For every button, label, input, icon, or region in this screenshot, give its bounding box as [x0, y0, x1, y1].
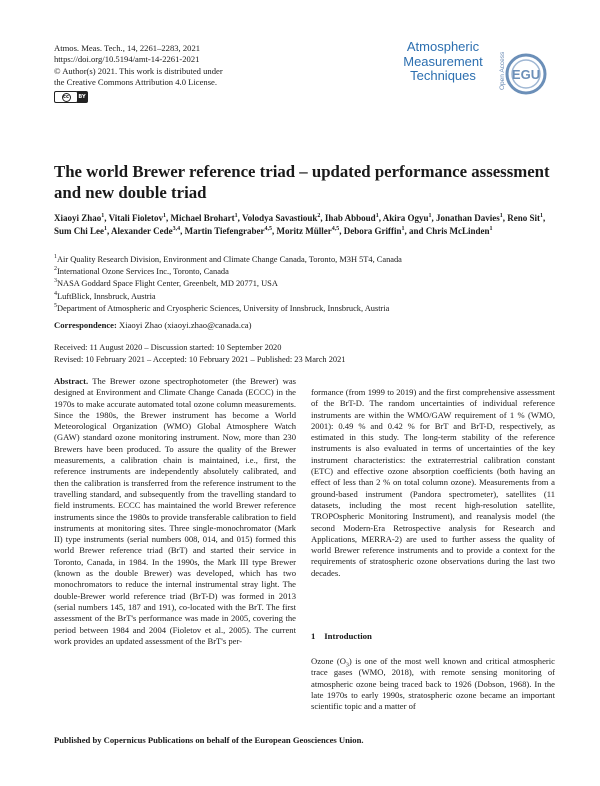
egu-logo-icon — [504, 52, 548, 96]
author-name: Alexander Cede — [111, 225, 173, 236]
affiliation-text: NASA Goddard Space Flight Center, Greenbelt, MD 20771, USA — [57, 279, 278, 289]
svg-text:Open Access: Open Access — [499, 51, 506, 90]
author-affiliation-mark: 1 — [499, 213, 503, 219]
affiliation-text: LuftBlick, Innsbruck, Austria — [57, 291, 156, 301]
ozone-subscript: 3 — [345, 662, 349, 669]
author-name: Michael Brohart — [170, 213, 235, 223]
affiliation-number: 2 — [54, 266, 57, 273]
affiliation-number: 3 — [54, 278, 57, 285]
affiliation — [54, 303, 554, 315]
affiliation-text: International Ozone Services Inc., Toronto, Canada — [57, 267, 229, 277]
affiliation-number: 1 — [54, 254, 57, 261]
journal-name-line-3: Techniques — [410, 68, 476, 83]
affiliation — [54, 291, 554, 303]
author-name: Volodya Savastiouk — [241, 213, 318, 223]
author-name: Sum Chi Lee — [54, 225, 105, 236]
affiliation-text: Air Quality Research Division, Environment and Climate Change Canada, Toronto, M3H 5T4, Canada — [57, 255, 402, 264]
journal-name-line-2: Measurement — [403, 53, 483, 69]
author-name: Martin Tiefengraber — [184, 225, 265, 236]
copyright-line-1: © Author(s) 2021. This work is distributed under — [54, 65, 223, 76]
author-affiliation-mark: 1 — [163, 213, 167, 219]
author-name: Jonathan Davies — [435, 213, 500, 223]
author-affiliation-mark: 1 — [375, 213, 379, 219]
affiliation — [54, 266, 554, 278]
creative-commons-icon — [54, 91, 78, 103]
citation: Atmos. Meas. Tech., 14, 2261–2283, 2021 — [54, 43, 201, 53]
author-affiliation-mark: 4,5 — [331, 225, 340, 232]
author-affiliation-mark: 1 — [489, 225, 493, 232]
author-name: Debora Griffin — [343, 225, 402, 236]
author-affiliation-mark: 1 — [101, 213, 105, 219]
journal-logo — [393, 40, 493, 84]
journal-name-line-1: Atmospheric — [406, 39, 480, 54]
cc-letters: cc — [63, 93, 69, 100]
author-list: Xiaoyi Zhao$^1$, Vitali Fioletov$^1$, Michael Brohart$^1$, Volodya Savastiouk$^2$, Ihab Abboud$^1$, Akira Ogyu$^1$, Jonathan Davies$^1$, Reno Sit$^1$, Sum Chi Lee$^1$, Alexander Cede$^{3,4}$, Martin Tiefengraber$^{4,5}$, Moritz Müller$^{4,5}$, Debora Griffin$^1$, and Chris McLinden$^1$ — [54, 213, 546, 236]
author-name: Chris McLinden — [425, 225, 490, 236]
affiliation-number: 5 — [54, 303, 57, 310]
section-heading — [311, 631, 372, 641]
section-title: Introduction — [324, 631, 372, 641]
svg-text:EGU: EGU — [511, 67, 541, 82]
affiliation-number: 4 — [54, 290, 57, 297]
publication-dates — [54, 342, 345, 365]
author-name: Reno Sit — [507, 213, 540, 223]
citation-block — [54, 43, 223, 89]
author-affiliation-mark: 1 — [401, 225, 405, 232]
intro-text: ) is one of the most well known and critical atmospheric trace gases (WMO, 2018), with remote sensing monitoring of atmospheric ozone being traced back to 1926 (Dobson, 1968). In the late 1970s to early 1990s, stratospheric ozone became an important scientific topic and a matter of — [311, 656, 555, 712]
cc-by-icon: BY — [77, 91, 88, 103]
abstract-text-left: The Brewer ozone spectrophotometer (the Brewer) was designed at Environment and Climate Change Canada (ECCC) in the 1970s to make accurate automated total ozone column measurements. Since the 1980s, the Brewer instrument has become a World Meteorological Organization (WMO) Global Atmosphere Watch (GAW) standard ozone monitoring instrument. Now, more than 230 Brewers have been produced. To assure the quality of the Brewer measurements, a calibration chain is maintained, i.e., first, the reference instruments are independently absolutely calibrated, and then the calibration is transferred from the reference instrument to the travelling standard, and subsequently from the travelling standard to field instruments. ECCC has maintained the world Brewer reference instruments since the 1980s to provide transferable calibration to field instruments at monitoring sites. Three single-monochromator (Mark II) type instruments (serial numbers 008, 014, and 015) formed this world Brewer reference triad (BrT) and started their service in Toronto, Canada, in 1984. In the 1990s, the Mark III type Brewer (known as the double Brewer) was developed, which has two monochromators to reduce the internal instrumental stray light. The double-Brewer world reference triad (BrT-D) was formed in 2013 (serial numbers 145, 187 and 191), co-located with the BrT. The first assessment of the BrT's performance was made in 2005, covering the period between 1984 and 2004 (Fioletov et al., 2005). The current work provides an updated assessment of the BrT's per- — [54, 376, 296, 646]
correspondence — [54, 320, 251, 330]
dates-published: Revised: 10 February 2021 – Accepted: 10 February 2021 – Published: 23 March 2021 — [54, 354, 346, 364]
section-number: 1 — [311, 631, 316, 641]
author-affiliation-mark: 1 — [104, 225, 108, 232]
author-name: Xiaoyi Zhao — [54, 213, 102, 223]
affiliation-list — [54, 254, 554, 315]
dates-received: Received: 11 August 2020 – Discussion started: 10 September 2020 — [54, 343, 282, 352]
correspondence-contact[interactable]: Xiaoyi Zhao (xiaoyi.zhao@canada.ca) — [119, 320, 252, 330]
publisher-footer: Published by Copernicus Publications on behalf of the European Geosciences Union. — [54, 735, 364, 745]
author-affiliation-mark: 1 — [234, 213, 238, 219]
introduction-paragraph — [311, 656, 555, 712]
abstract-left-column — [54, 376, 296, 647]
affiliation — [54, 254, 554, 266]
doi-link[interactable]: https://doi.org/10.5194/amt-14-2261-2021 — [54, 54, 200, 65]
correspondence-label: Correspondence: — [54, 320, 117, 330]
author-name: Ihab Abboud — [324, 213, 376, 223]
paper-title: The world Brewer reference triad – updated performance assessment and new double triad — [54, 162, 550, 202]
author-affiliation-mark: 1 — [540, 213, 543, 219]
author-affiliation-mark: 2 — [317, 213, 321, 219]
affiliation — [54, 278, 554, 290]
copyright-line-2: the Creative Commons Attribution 4.0 License. — [54, 77, 218, 88]
author-name: Moritz Müller — [276, 225, 332, 236]
author-affiliation-mark: 1 — [428, 213, 432, 219]
intro-prefix: Ozone (O — [311, 656, 346, 666]
abstract-right-column: formance (from 1999 to 2019) and the first comprehensive assessment of the BrT-D. The random uncertainties of individual reference instruments are within the WMO/GAW requirement of 1 % (WMO, 2001): 0.49 % and 0.42 % for BrT and BrT-D, respectively, as estimated in this study. The long-term stability of the reference instruments is also evaluated in terms of uncertainties of the key instrument characteristics: the extraterrestrial calibration constant (ETC) and effective ozone absorption coefficients (both having an effect of less than 2 % on total column ozone). Measurements from a ground-based instrument (Pandora spectrometer), satellites (11 datasets, including the most recent high-resolution satellite, TROPOspheric Monitoring Instrument), and reanalysis model (the second Modern-Era Retrospective analysis for Research and Applications, MERRA-2) are used to further assess the quality of world Brewer reference instruments and to provide a context for the requirements of stratospheric ozone observations during the last two decades. — [311, 387, 555, 578]
abstract-label: Abstract. — [54, 376, 89, 386]
affiliation-text: Department of Atmospheric and Cryospheric Sciences, University of Innsbruck, Innsbruck, Austria — [57, 303, 390, 313]
author-affiliation-mark: 4,5 — [264, 225, 273, 232]
author-name: Vitali Fioletov — [108, 213, 164, 223]
author-name: Akira Ogyu — [382, 213, 429, 223]
author-affiliation-mark: 3,4 — [172, 225, 181, 232]
